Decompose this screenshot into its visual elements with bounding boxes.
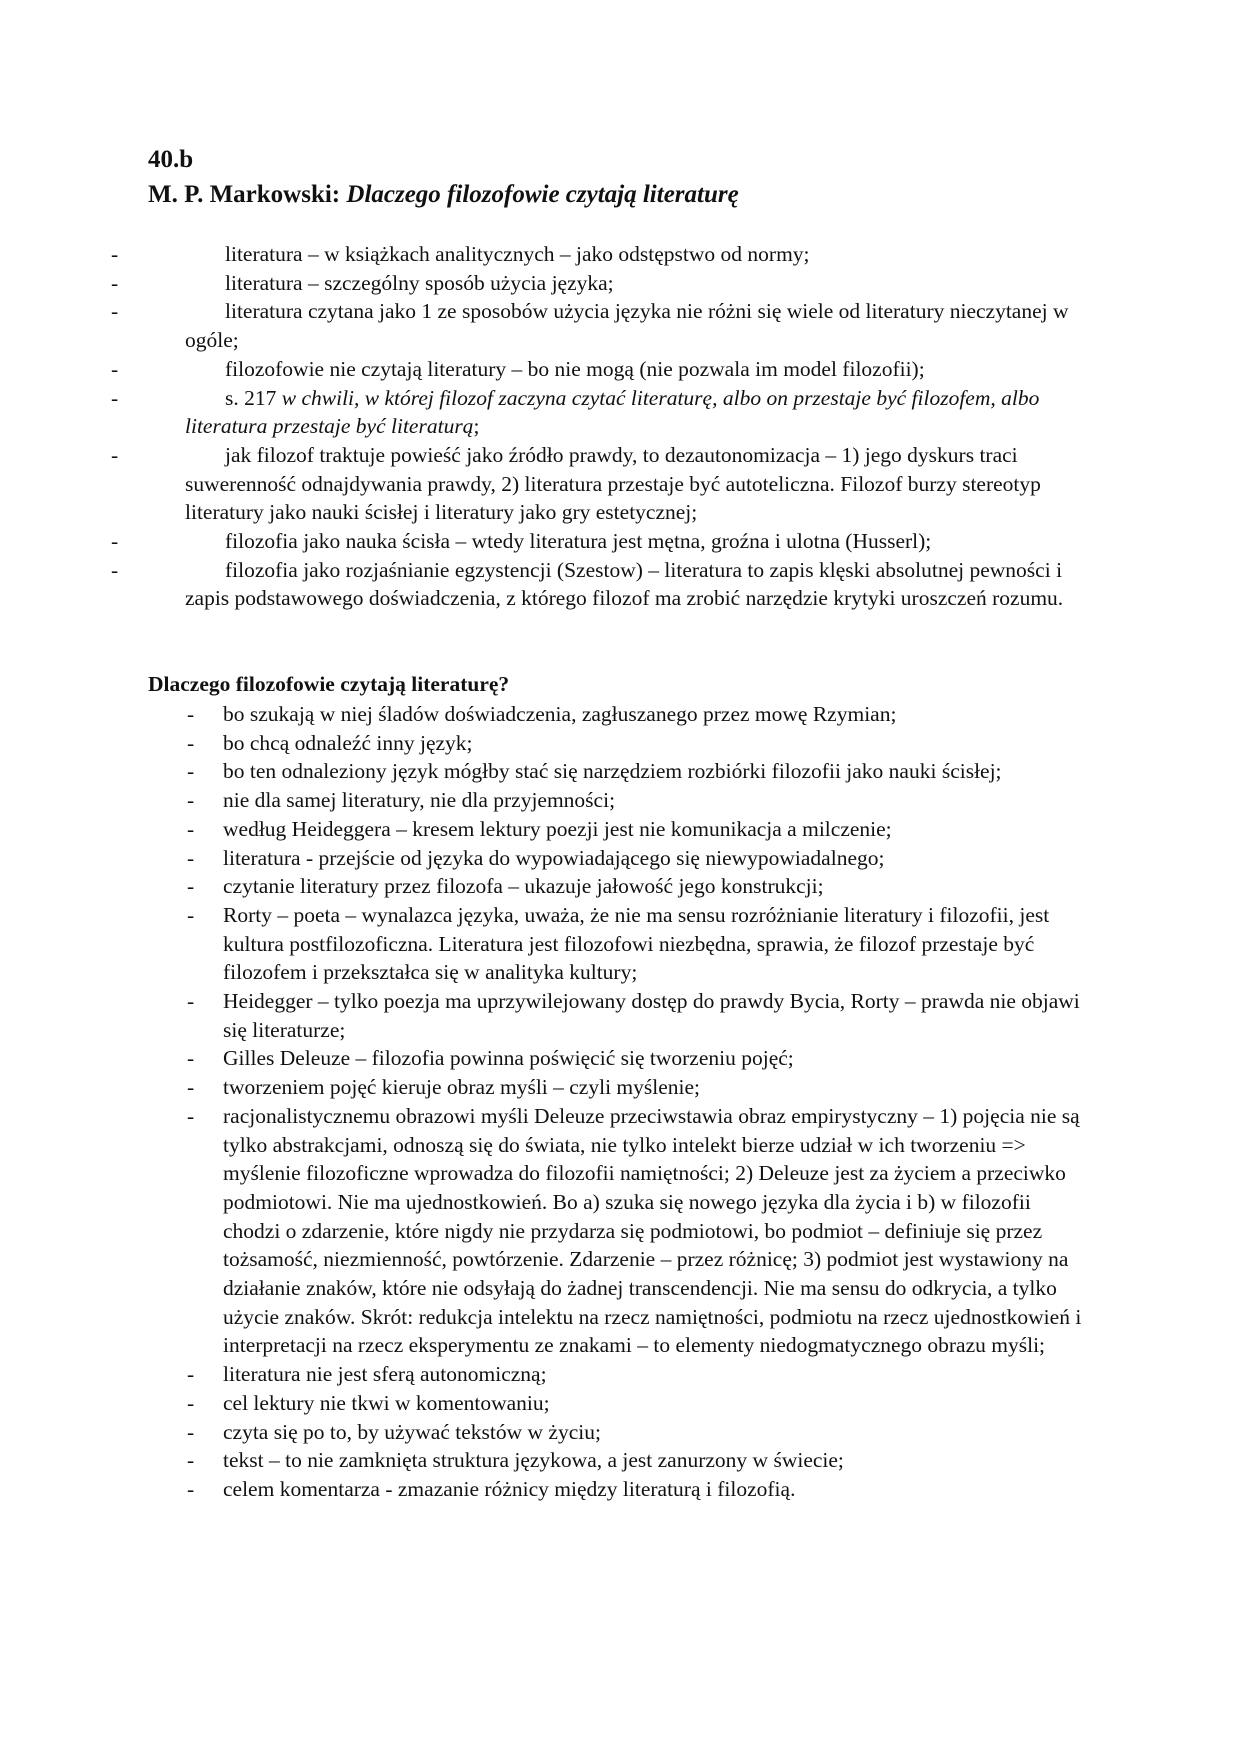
- list-item: - bo szukają w niej śladów doświadczenia, zagłuszanego przez mowę Rzymian;: [0, 700, 1093, 729]
- bullet-dash: -: [187, 1362, 195, 1387]
- bullet-dash: -: [187, 1103, 195, 1128]
- list-item: - literatura – szczególny sposób użycia języka;: [111, 270, 614, 295]
- bullet-dash: -: [187, 1448, 195, 1473]
- bullet-dash: -: [187, 902, 195, 927]
- section-heading: Dlaczego filozofowie czytają literaturę?: [148, 672, 510, 696]
- bullet-dash: -: [187, 989, 195, 1014]
- list-item: - celem komentarza - zmazanie różnicy między literaturą i filozofią.: [0, 1475, 1093, 1504]
- list-item: - filozofia jako nauka ścisła – wtedy literatura jest mętna, groźna i ulotna (Husserl);: [111, 529, 932, 554]
- bullet-dash: -: [187, 816, 195, 841]
- list-item: - Heidegger – tylko poezja ma uprzywilejowany dostęp do prawdy Bycia, Rorty – prawda nie objawi się literaturze;: [187, 989, 1080, 1042]
- bullet-dash: -: [187, 874, 195, 899]
- list-item: - tworzeniem pojęć kieruje obraz myśli – czyli myślenie;: [0, 1073, 1093, 1102]
- bullet-dash: -: [187, 845, 195, 870]
- list-item: - nie dla samej literatury, nie dla przyjemności;: [0, 786, 1093, 815]
- list-item: - bo ten odnaleziony język mógłby stać się narzędziem rozbiórki filozofii jako nauki ścisłej;: [0, 757, 1093, 786]
- bullet-dash: -: [187, 759, 195, 784]
- list-item: - literatura – w książkach analitycznych – jako odstępstwo od normy;: [111, 242, 810, 266]
- bullet-dash: -: [187, 1046, 195, 1071]
- list-item: - cel lektury nie tkwi w komentowaniu;: [0, 1389, 1093, 1418]
- list-item-quote: - s. 217 w chwili, w której filozof zaczyna czytać literaturę, albo on przestaje być filozofem, albo literatura przestaje być literaturą;: [111, 385, 1040, 439]
- list-item: - bo chcą odnaleźć inny język;: [0, 729, 1093, 758]
- list-item: - filozofowie nie czytają literatury – bo nie mogą (nie pozwala im model filozofii);: [111, 356, 925, 381]
- intro-list: [0, 240, 1240, 613]
- list-item: - Rorty – poeta – wynalazca języka, uważa, że nie ma sensu rozróżnianie literatury i filozofii, jest kultura postfilozoficzna. Literatura jest filozofowi niezbędna, sprawia, że filozof przestaje być filozofem i przekształca się w analityka kultury;: [187, 902, 1050, 985]
- list-item: - czyta się po to, by używać tekstów w życiu;: [0, 1418, 1093, 1447]
- list-item: - tekst – to nie zamknięta struktura językowa, a jest zanurzony w świecie;: [0, 1446, 1093, 1475]
- bullet-dash: -: [187, 730, 195, 755]
- list-item: - Gilles Deleuze – filozofia powinna poświęcić się tworzeniu pojęć;: [0, 1044, 1093, 1073]
- bullet-dash: -: [187, 1075, 195, 1100]
- bullet-dash: -: [187, 1390, 195, 1415]
- list-item: - literatura nie jest sferą autonomiczną;: [0, 1360, 1093, 1389]
- list-item: - racjonalistycznemu obrazowi myśli Deleuze przeciwstawia obraz empirystyczny – 1) pojęcia nie są tylko abstrakcjami, odnoszą się do świata, nie tylko intelekt bierze udział w ich tworzeniu => myślenie filozoficzne wprowadza do filozofii namiętności; 2) Deleuze jest za życiem a przeciwko podmiotowi. Nie ma ujednostkowień. Bo a) szuka się nowego języka dla życia i b) w filozofii chodzi o zdarzenie, które nigdy nie przydarza się podmiotowi, bo podmiot – definiuje się przez tożsamość, niezmienność, powtórzenie. Zdarzenie – przez różnicę; 3) podmiot jest wystawiony na działanie znaków, które nie odsyłają do żadnej transcendencji. Nie ma sensu do odkrycia, a tylko użycie znaków. Skrót: redukcja intelektu na rzecz namiętności, podmiotu na rzecz ujednostkowień i interpretacji na rzecz eksperymentu ze znakami – to elementy niedogmatycznego obrazu myśli;: [187, 1103, 1082, 1358]
- bullet-dash: -: [187, 702, 195, 726]
- list-item: - jak filozof traktuje powieść jako źródło prawdy, to dezautonomizacja – 1) jego dyskurs traci suwerenność odnajdywania prawdy, 2) literatura przestaje być autoteliczna. Filozof burzy stereotyp literatury jako nauki ścisłej i literatury jako gry estetycznej;: [111, 442, 1041, 525]
- reasons-list: [0, 700, 1240, 1504]
- list-item: - według Heideggera – kresem lektury poezji jest nie komunikacja a milczenie;: [0, 815, 1093, 844]
- list-item: - literatura czytana jako 1 ze sposobów użycia języka nie różni się wiele od literatury nieczytanej w ogóle;: [111, 299, 1069, 353]
- author-name: M. P. Markowski:: [148, 181, 347, 208]
- bullet-dash: -: [187, 1419, 195, 1444]
- list-item: - czytanie literatury przez filozofa – ukazuje jałowość jego konstrukcji;: [0, 872, 1093, 901]
- list-item: - literatura - przejście od języka do wypowiadającego się niewypowiadalnego;: [0, 844, 1093, 873]
- bullet-dash: -: [187, 788, 195, 813]
- section-number: 40.b: [148, 146, 194, 173]
- quote-text: w chwili, w której filozof zaczyna czytać literaturę, albo on przestaje być filozofem, albo literatura przestaje być literaturą: [185, 385, 1040, 439]
- list-item: - filozofia jako rozjaśnianie egzystencji (Szestow) – literatura to zapis klęski absolutnej pewności i zapis podstawowego doświadczenia, z którego filozof ma zrobić narzędzie krytyki uroszczeń rozumu.: [111, 557, 1064, 611]
- document-title: [148, 180, 739, 210]
- work-title: Dlaczego filozofowie czytają literaturę: [346, 181, 739, 208]
- bullet-dash: -: [187, 1476, 195, 1501]
